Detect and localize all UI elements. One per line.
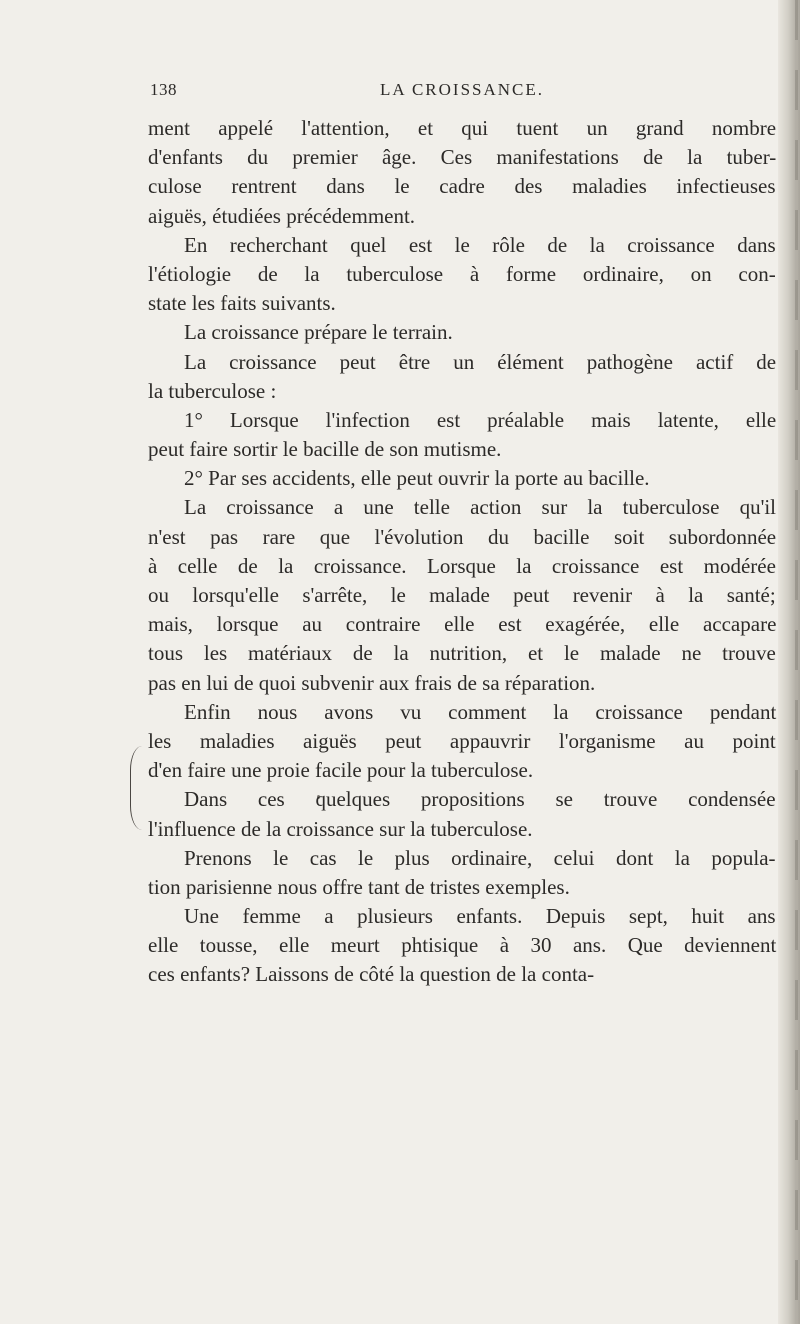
text-line: state les faits suivants.	[148, 291, 336, 316]
text-line: pas en lui de quoi subvenir aux frais de sa réparation.	[148, 670, 596, 695]
text-line: elle tousse, elle meurt phtisique à 30 ans. Que deviennent	[148, 933, 777, 958]
page-edge-shadow	[778, 0, 800, 1324]
text-line: tous les matériaux de la nutrition, et le malade ne trouve	[148, 641, 776, 666]
text-line: les maladies aiguës peut appauvrir l'organisme au point	[148, 728, 776, 753]
text-line: d'en faire une proie facile pour la tuberculose.	[148, 758, 534, 783]
text-line: l'étiologie de la tuberculose à forme ordinaire, on con-	[148, 261, 776, 286]
text-line: ment appelé l'attention, et qui tuent un grand nombre	[148, 116, 777, 140]
text-line: Dans ces quelques propositions se trouve condensée	[184, 787, 776, 812]
text-line: la tuberculose :	[148, 378, 277, 403]
text-line: La croissance peut être un élément pathogène actif de	[184, 349, 777, 374]
text-line: l'influence de la croissance sur la tuberculose.	[148, 816, 533, 841]
text-line: La croissance prépare le terrain.	[184, 320, 453, 345]
text-line: culose rentrent dans le cadre des maladies infectieuses	[148, 174, 776, 199]
text-line: Enfin nous avons vu comment la croissance pendant	[184, 699, 777, 724]
text-line: n'est pas rare que l'évolution du bacille soit subordonnée	[148, 524, 777, 549]
text-line: Une femme a plusieurs enfants. Depuis sept, huit ans	[184, 904, 776, 929]
text-line: d'enfants du premier âge. Ces manifestations de la tuber-	[148, 145, 777, 170]
text-line: La croissance a une telle action sur la tuberculose qu'il	[184, 495, 777, 520]
text-line: peut faire sortir le bacille de son mutisme.	[148, 437, 502, 462]
text-line: En recherchant quel est le rôle de la croissance dans	[184, 232, 776, 257]
page-header	[150, 80, 790, 106]
text-line: à celle de la croissance. Lorsque la croissance est modérée	[148, 553, 776, 578]
text-line: tion parisienne nous offre tant de tristes exemples.	[148, 874, 570, 899]
body-text	[148, 114, 776, 990]
text-line: Prenons le cas le plus ordinaire, celui dont la popula-	[184, 845, 776, 870]
text-line: ces enfants? Laissons de côté la question de la conta-	[148, 962, 595, 987]
running-head: LA CROISSANCE.	[380, 80, 545, 99]
page-number: 138	[150, 80, 177, 99]
text-line: mais, lorsque au contraire elle est exagérée, elle accapare	[148, 612, 777, 637]
text-line: ou lorsqu'elle s'arrête, le malade peut revenir à la santé;	[148, 583, 776, 607]
margin-bracket-mark	[130, 746, 145, 830]
text-line: 2° Par ses accidents, elle peut ouvrir la porte au bacille.	[184, 466, 650, 491]
text-line: aiguës, étudiées précédemment.	[148, 203, 416, 228]
text-line: 1° Lorsque l'infection est préalable mais latente, elle	[184, 407, 777, 432]
